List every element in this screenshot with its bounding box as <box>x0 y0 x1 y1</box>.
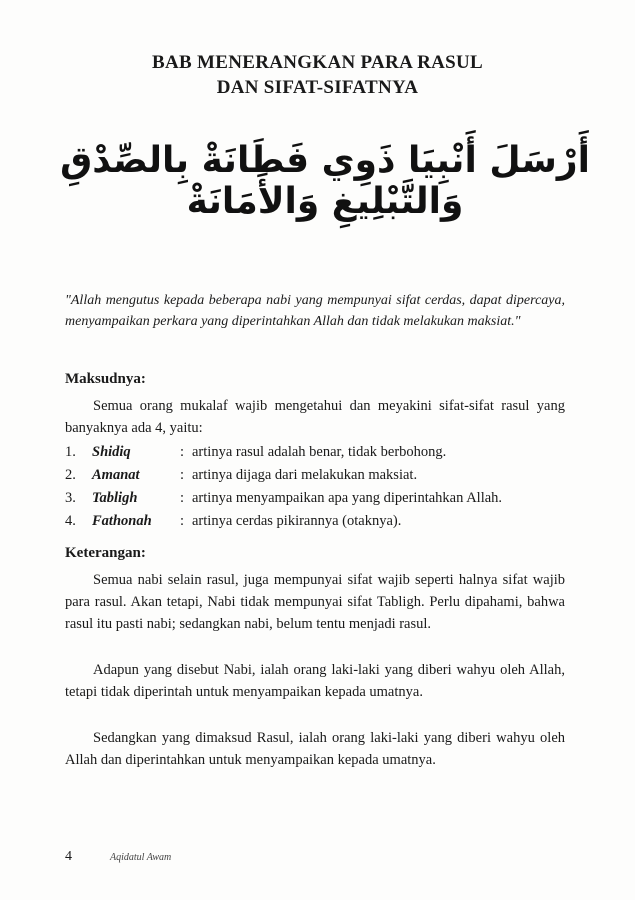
list-item: 1. Shidiq : artinya rasul adalah benar, tidak berbohong. <box>65 444 447 460</box>
list-item: 2. Amanat : artinya dijaga dari melakukan maksiat. <box>65 467 418 483</box>
page-number: 4 <box>65 849 72 864</box>
list-item: 3. Tabligh : artinya menyampaikan apa yang diperintahkan Allah. <box>65 490 503 506</box>
item-desc: artinya menyampaikan apa yang diperintahkan Allah. <box>192 490 503 506</box>
item-number: 1. <box>65 444 76 460</box>
verse-translation: "Allah mengutus kepada beberapa nabi yang mempunyai sifat cerdas, dapat dipercaya, menyampaikan perkara yang diperintahkan Allah dan tidak melakukan maksiat." <box>65 293 565 329</box>
keterangan-paragraph: Semua nabi selain rasul, juga mempunyai sifat wajib seperti halnya sifat wajib para rasul. Akan tetapi, Nabi tidak mempunyai sifat Tabligh. Perlu dipahami, bahwa rasul itu pasti nabi; sedangkan nabi, belum tentu menjadi rasul. <box>65 572 565 632</box>
item-number: 3. <box>65 490 76 506</box>
chapter-title-line2: DAN SIFAT-SIFATNYA <box>216 77 419 98</box>
item-term: Tabligh <box>92 490 138 506</box>
item-desc: artinya cerdas pikirannya (otaknya). <box>192 513 402 529</box>
item-number: 2. <box>65 467 76 483</box>
arabic-verse: أَرْسَلَ أَنْبِيَا ذَوِي فَطَانَةْ بِالصِّدْقِ وَالتَّبْلِيغِ وَالأَمَانَةْ <box>60 140 590 222</box>
keterangan-paragraph: Adapun yang disebut Nabi, ialah orang laki-laki yang diberi wahyu oleh Allah, tetapi tidak diperintah untuk menyampaikan kepada umatnya. <box>65 662 565 700</box>
sifat-list <box>65 441 575 533</box>
item-desc: artinya dijaga dari melakukan maksiat. <box>192 467 418 483</box>
heading-maksudnya: Maksudnya: <box>65 371 146 387</box>
book-title: Aqidatul Awam <box>110 852 172 863</box>
item-number: 4. <box>65 513 76 529</box>
item-desc: artinya rasul adalah benar, tidak berbohong. <box>192 444 447 460</box>
item-term: Shidiq <box>92 444 131 460</box>
item-term: Amanat <box>92 467 140 483</box>
page-footer <box>65 849 171 865</box>
list-item: 4. Fathonah : artinya cerdas pikirannya (otaknya). <box>65 513 402 529</box>
item-term: Fathonah <box>92 513 152 529</box>
heading-keterangan: Keterangan: <box>65 545 146 561</box>
chapter-title-line1: BAB MENERANGKAN PARA RASUL <box>152 52 483 73</box>
maksudnya-intro: Semua orang mukalaf wajib mengetahui dan meyakini sifat-sifat rasul yang banyaknya ada 4, yaitu: <box>65 398 565 436</box>
keterangan-paragraph: Sedangkan yang dimaksud Rasul, ialah orang laki-laki yang diberi wahyu oleh Allah dan diperintahkan untuk menyampaikan kepada umatnya. <box>65 730 565 768</box>
